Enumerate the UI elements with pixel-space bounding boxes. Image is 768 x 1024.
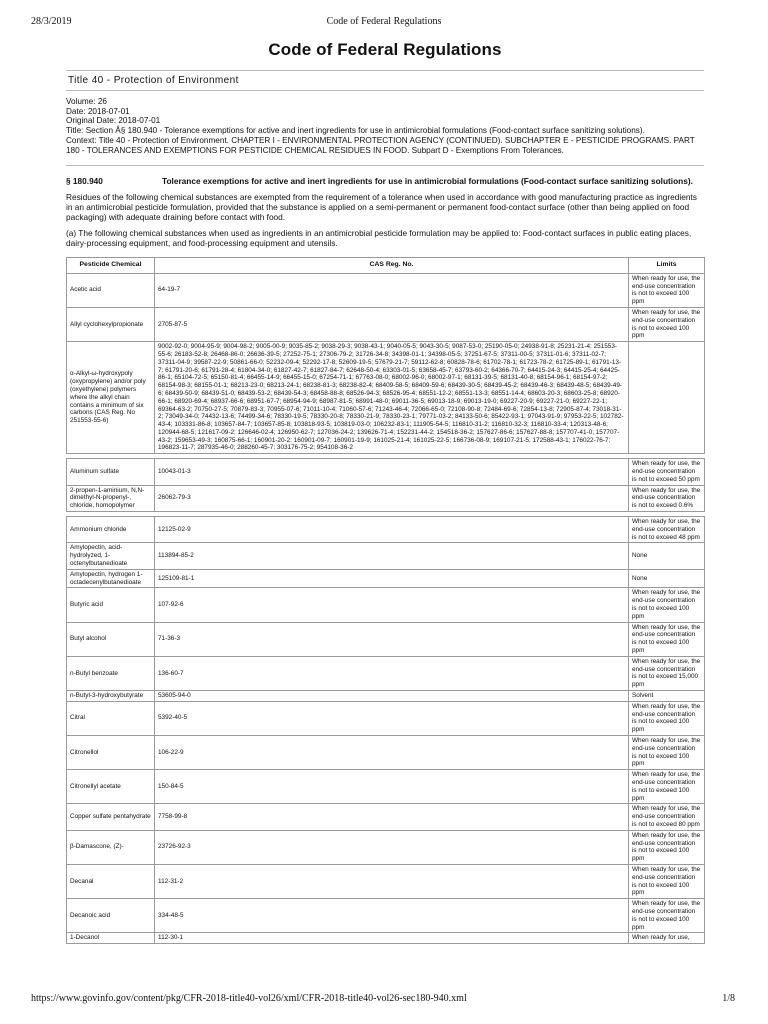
cell-cas: 113894-85-2 xyxy=(155,543,629,569)
cell-cas: 64-19-7 xyxy=(155,273,629,307)
cell-limits: When ready for use, the end-use concentration is not to exceed 80 ppm xyxy=(629,804,705,830)
cell-chemical: Amylopectin, acid-hydrolyzed, 1-octenylbutanedioate xyxy=(67,543,155,569)
cell-chemical: Decanal xyxy=(67,864,155,898)
cell-cas: 12125-02-9 xyxy=(155,517,629,543)
document-title: Code of Federal Regulations xyxy=(268,40,502,59)
cell-limits: When ready for use, the end-use concentration is not to exceed 50 ppm xyxy=(629,459,705,485)
cell-cas: 26062-79-3 xyxy=(155,485,629,511)
header-cas-reg-no: CAS Reg. No. xyxy=(155,257,629,273)
cell-cas: 10043-01-3 xyxy=(155,459,629,485)
intro-paragraph: Residues of the following chemical substances are exempted from the requirement of a tolerance when used in accordance with good manufacturing practice as ingredients in an antimicrobial pesticide formulation, provided that the substance is applied on a semi-permanent or permanent food-contact surface (other than being applied on food packaging) with adequate draining before contact with food. xyxy=(66,192,697,223)
cell-limits: When ready for use, the end-use concentration is not to exceed 0.6% xyxy=(629,485,705,511)
table-row xyxy=(67,701,705,735)
header-pesticide-chemical: Pesticide Chemical xyxy=(67,257,155,273)
cell-limits: When ready for use, the end-use concentration is not to exceed 100 ppm xyxy=(629,273,705,307)
cell-cas: 2705-87-5 xyxy=(155,307,629,341)
cell-chemical: Copper sulfate pentahydrate xyxy=(67,804,155,830)
cell-cas: 23726-92-3 xyxy=(155,830,629,864)
table-row xyxy=(67,273,705,307)
print-footer xyxy=(0,993,768,1009)
cell-cas: 107-92-6 xyxy=(155,588,629,622)
cell-cas: 53605-94-0 xyxy=(155,691,629,702)
print-page-title: Code of Federal Regulations xyxy=(326,16,442,27)
cell-chemical: Decanoic acid xyxy=(67,899,155,933)
cell-limits: When ready for use, the end-use concentration is not to exceed 100 ppm xyxy=(629,307,705,341)
table-row xyxy=(67,770,705,804)
cell-chemical: α-Alkyl-ω-hydroxypoly (oxypropylene) and/or poly (oxyethylene) polymers where the alkyl chain contains a minimum of six carbons (CAS Reg. No 251553-55-6) xyxy=(67,342,155,454)
cell-chemical: 1-Decanol xyxy=(67,933,155,944)
cell-chemical: 2-propen-1-aminium, N,N-dimethyl-N-propenyl-, chloride, homopolymer xyxy=(67,485,155,511)
table-row xyxy=(67,342,705,454)
cell-limits: When ready for use, the end-use concentration is not to exceed 100 ppm xyxy=(629,770,705,804)
cell-cas: 5392-40-5 xyxy=(155,701,629,735)
cell-limits: When ready for use, the end-use concentration is not to exceed 15,000 ppm xyxy=(629,656,705,690)
table-row xyxy=(67,691,705,702)
cell-cas: 7758-99-8 xyxy=(155,804,629,830)
cell-limits: When ready for use, the end-use concentration is not to exceed 100 ppm xyxy=(629,864,705,898)
cell-cas: 106-22-9 xyxy=(155,735,629,769)
cell-limits: When ready for use, the end-use concentration is not to exceed 100 ppm xyxy=(629,588,705,622)
cell-chemical: Allyl cyclohexylpropionate xyxy=(67,307,155,341)
document-metadata xyxy=(66,97,704,155)
table-row xyxy=(67,588,705,622)
section-number: § 180.940 xyxy=(66,176,103,187)
cell-cas: 112-30-1 xyxy=(155,933,629,944)
table-row xyxy=(67,899,705,933)
cell-chemical: Butyl alcohol xyxy=(67,622,155,656)
table-row xyxy=(67,543,705,569)
cell-limits: Solvent xyxy=(629,691,705,702)
cell-cas: 9002-92-0; 9004-95-9; 9004-98-2; 9005-00-9; 9035-85-2; 9038-29-3; 9038-43-1; 9040-05-5; 9043-30-5; 9087-53-0; 25190-05-0; 24938-91-8; 25231-21-4; 251553-55-6; 26183-52-8; 26468-86-0; 26636-39-5; 27252-75-1; 27306-79-2; 31726-34-8; 34398-01-1; 34398-05-5; 37251-67-5; 37311-00-5; 37311-01-6; 37311-02-7; 37311-04-9; 39587-22-9; 50861-66-0; 52232-09-4; 52292-17-8; 52609-19-5; 57679-21-7; 59112-62-8; 60828-78-6; 61702-78-1; 61723-78-2; 61725-89-1; 61791-13-7; 61791-20-6; 61791-28-4; 61804-34-0; 61827-42-7; 61827-84-7; 62648-50-4; 63303-01-5; 63658-45-7; 63793-60-2; 64366-70-7; 64415-24-3; 64415-25-4; 64425-86-1; 65104-72-5; 65150-81-4; 66455-14-9; 66455-15-0; 67254-71-1; 67763-08-0; 68002-96-0; 68002-97-1; 68131-39-5; 68131-40-8; 68154-96-1; 68154-97-2; 68154-98-3; 68155-01-1; 68213-23-0; 68213-24-1; 68238-81-3; 68238-82-4; 68409-58-5; 68409-59-6; 68439-30-5; 68439-45-2; 68439-46-3; 68439-48-5; 68439-49-6; 68439-50-9; 68439-51-0; 68439-53-2; 68439-54-3; 68458-88-8; 68526-94-3; 68526-95-4; 68551-12-2; 68551-13-3; 68551-14-4; 68603-20-3; 68603-25-8; 68920-66-1; 68920-69-4; 68937-66-6; 68951-67-7; 68954-94-9; 68987-81-5; 68991-48-0; 69011-36-5; 69013-18-9; 69013-19-0; 69227-20-9; 69227-21-0; 69227-22-1; 69364-63-2; 70750-27-5; 70879-83-3; 70955-07-6; 71011-10-4; 71060-57-6; 71243-46-4; 72066-65-0; 72108-90-8; 72484-69-6; 72854-13-8; 72905-87-4; 73018-31-2; 73049-34-0; 74432-13-6; 74499-34-6; 78330-19-5; 78330-20-8; 78330-21-9; 78330-23-1; 79771-03-2; 84133-50-6; 85422-93-1; 97043-91-9; 97953-22-5; 102782-43-4; 103331-86-8; 103657-84-7; 103657-85-8; 103818-93-5; 103819-03-0; 106232-83-1; 111905-54-5; 116810-31-2; 116810-32-3; 116810-33-4; 120313-48-6; 120944-68-5; 121617-09-2; 126646-02-4; 126950-62-7; 127036-24-2; 139626-71-4; 152231-44-2; 154518-36-2; 157627-86-6; 157627-88-8; 157707-41-0; 157707-43-2; 159653-49-3; 160875-66-1; 160901-20-2; 160901-09-7; 160901-19-9; 161025-21-4; 161025-22-5; 166736-08-9; 169107-21-5; 172588-43-1; 176022-76-7; 196823-11-7; 287935-46-0; 288260-45-7; 303176-75-2; 954108-36-2 xyxy=(155,342,629,454)
table-row xyxy=(67,656,705,690)
table-row xyxy=(67,735,705,769)
cell-limits: When ready for use, the end-use concentration is not to exceed 100 ppm xyxy=(629,701,705,735)
exemptions-table xyxy=(66,257,705,944)
cell-limits: When ready for use, the end-use concentration is not to exceed 100 ppm xyxy=(629,830,705,864)
cell-chemical: Butyric acid xyxy=(67,588,155,622)
cell-chemical: n-Butyl benzoate xyxy=(67,656,155,690)
title-subheading: Title 40 - Protection of Environment xyxy=(66,70,704,91)
header-limits: Limits xyxy=(629,257,705,273)
table-row xyxy=(67,569,705,588)
table-row xyxy=(67,622,705,656)
cell-cas: 150-84-5 xyxy=(155,770,629,804)
paragraph-a: (a) The following chemical substances when used as ingredients in an antimicrobial pesticide formulation may be applied to: Food-contact surfaces in public eating places, dairy-processing equipment, and food-processing equipment and utensils. xyxy=(66,227,692,248)
cell-chemical: Aluminum sulfate xyxy=(67,459,155,485)
cell-chemical: Amylopectin, hydrogen 1-octadecenylbutanedioate xyxy=(67,569,155,588)
cell-cas: 125109-81-1 xyxy=(155,569,629,588)
table-row xyxy=(67,307,705,341)
cell-cas: 71-36-3 xyxy=(155,622,629,656)
meta-volume: Volume: 26 xyxy=(66,97,107,106)
cell-chemical: n-Butyl-3-hydroxybutyrate xyxy=(67,691,155,702)
cell-chemical: Ammonium chloride xyxy=(67,517,155,543)
meta-title: Title: Section Â§ 180.940 - Tolerance exemptions for active and inert ingredients for use in antimicrobial formulations (Food-contact surface sanitizing solutions). xyxy=(66,126,645,136)
cell-chemical: Citronellyl acetate xyxy=(67,770,155,804)
table-row xyxy=(67,517,705,543)
cell-limits: When ready for use, the end-use concentration is not to exceed 100 ppm xyxy=(629,899,705,933)
meta-original-date: Original Date: 2018-07-01 xyxy=(66,116,161,126)
print-header xyxy=(0,14,768,30)
cell-limits: When ready for use, the end-use concentration is not to exceed 100 ppm xyxy=(629,735,705,769)
table-row xyxy=(67,804,705,830)
meta-date: Date: 2018-07-01 xyxy=(66,106,130,116)
cell-limits: None xyxy=(629,543,705,569)
table-row xyxy=(67,830,705,864)
cell-chemical: Citronellol xyxy=(67,735,155,769)
print-date: 28/3/2019 xyxy=(31,16,72,27)
section-title: Tolerance exemptions for active and inert ingredients for use in antimicrobial formulations (Food-contact surface sanitizing solutions). xyxy=(162,176,693,187)
cell-chemical: Citral xyxy=(67,701,155,735)
source-url: https://www.govinfo.gov/content/pkg/CFR-2018-title40-vol26/xml/CFR-2018-title40-vol26-sec180-940.xml xyxy=(31,993,467,1004)
document-body xyxy=(66,36,704,944)
table-row xyxy=(67,485,705,511)
table-row xyxy=(67,459,705,485)
cell-cas: 136-60-7 xyxy=(155,656,629,690)
cell-limits: When ready for use, xyxy=(629,933,705,944)
cell-cas: 112-31-2 xyxy=(155,864,629,898)
cell-chemical: β-Damascone, (Z)- xyxy=(67,830,155,864)
cell-limits: When ready for use, the end-use concentration is not to exceed 100 ppm xyxy=(629,622,705,656)
cell-cas: 334-48-5 xyxy=(155,899,629,933)
cell-limits: When ready for use, the end-use concentration is not to exceed 48 ppm xyxy=(629,517,705,543)
table-row xyxy=(67,933,705,944)
section-heading xyxy=(66,165,704,186)
cell-limits: None xyxy=(629,569,705,588)
table-row xyxy=(67,864,705,898)
page-number: 1/8 xyxy=(722,993,735,1004)
cell-chemical: Acetic acid xyxy=(67,273,155,307)
cell-limits xyxy=(629,342,705,454)
meta-context: Context: Title 40 - Protection of Environment. CHAPTER I - ENVIRONMENTAL PROTECTION AGENCY (CONTINUED). SUBCHAPTER E - PESTICIDE PROGRAMS. PART 180 - TOLERANCES AND EXEMPTIONS FOR PESTICIDE CHEMICAL RESIDUES IN FOOD. Subpart D - Exemptions From Tolerances. xyxy=(66,135,695,155)
table-header-row xyxy=(67,257,705,273)
